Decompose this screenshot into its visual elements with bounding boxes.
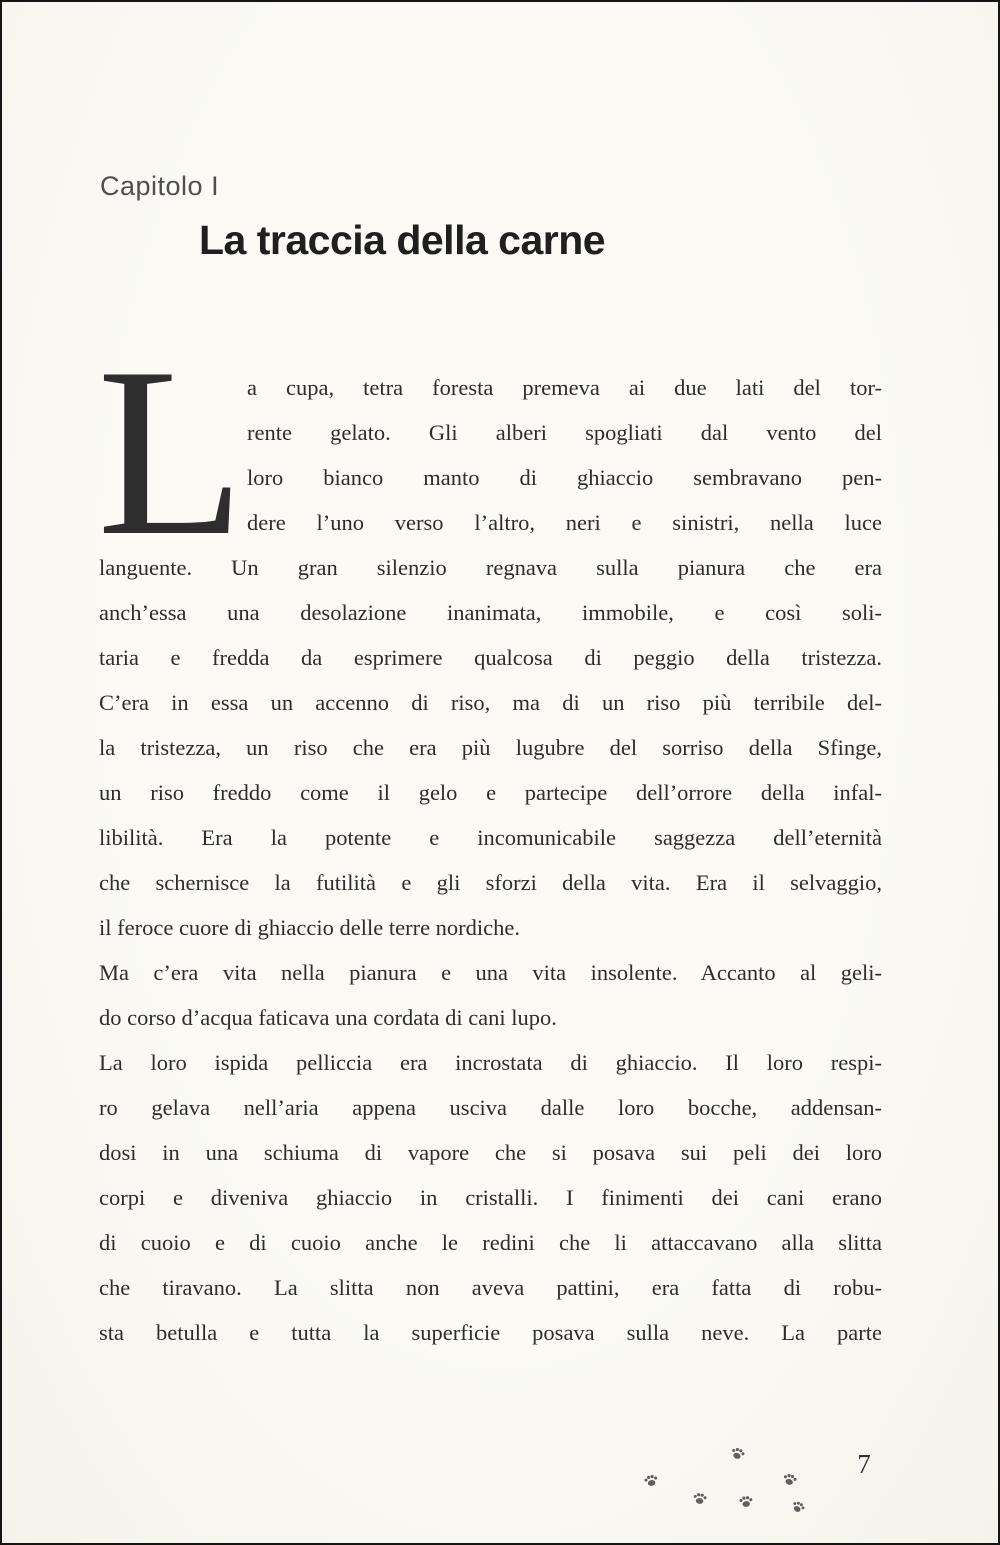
text-line: dere l’uno verso l’altro, neri e sinistri, nella luce — [247, 510, 882, 535]
drop-cap-spacer — [99, 365, 247, 545]
paw-print-icon — [788, 1496, 808, 1516]
paw-print-icon — [737, 1492, 754, 1509]
text-line: a cupa, tetra foresta premeva ai due lati del tor- — [247, 375, 882, 400]
text-line: anch’essa una desolazione inanimata, immobile, e così soli- — [99, 600, 882, 625]
paw-print-icon — [728, 1443, 749, 1464]
text-line: Ma c’era vita nella pianura e una vita insolente. Accanto al geli- — [99, 960, 882, 985]
text-line: La loro ispida pelliccia era incrostata di ghiaccio. Il loro respi- — [99, 1050, 882, 1075]
drop-cap-letter: L — [97, 318, 245, 586]
page-number: 7 — [857, 1449, 871, 1479]
text-line: ro gelava nell’aria appena usciva dalle loro bocche, addensan- — [99, 1095, 882, 1120]
text-line: di cuoio e di cuoio anche le redini che li attaccavano alla slitta — [99, 1230, 882, 1255]
text-line: libilità. Era la potente e incomunicabile saggezza dell’eternità — [99, 825, 882, 850]
text-line: rente gelato. Gli alberi spogliati dal vento del — [247, 420, 882, 445]
text-line: do corso d’acqua faticava una cordata di cani lupo. — [99, 1005, 557, 1030]
text-line: che tiravano. La slitta non aveva pattini, era fatta di robu- — [99, 1275, 882, 1300]
text-line: il feroce cuore di ghiaccio delle terre nordiche. — [99, 915, 521, 940]
chapter-label: Capitolo I — [100, 171, 220, 201]
text-line: loro bianco manto di ghiaccio sembravano pen- — [247, 465, 882, 490]
text-line: languente. Un gran silenzio regnava sulla pianura che era — [99, 555, 882, 580]
text-line: un riso freddo come il gelo e partecipe dell’orrore della infal- — [99, 780, 882, 805]
body-text — [97, 318, 882, 1355]
chapter-title: La traccia della carne — [199, 217, 606, 263]
paw-print-icon — [780, 1469, 800, 1489]
text-line: C’era in essa un accenno di riso, ma di un riso più terribile del- — [99, 690, 882, 715]
paw-print-icon — [691, 1489, 709, 1507]
text-line: taria e fredda da esprimere qualcosa di peggio della tristezza. — [99, 645, 882, 670]
text-line: sta betulla e tutta la superficie posava sulla neve. La parte — [99, 1320, 882, 1345]
text-line: corpi e diveniva ghiaccio in cristalli. I finimenti dei cani erano — [99, 1185, 882, 1210]
paw-print-icon — [642, 1471, 661, 1490]
text-line: che schernisce la futilità e gli sforzi della vita. Era il selvaggio, — [99, 870, 882, 895]
text-line: la tristezza, un riso che era più lugubre del sorriso della Sfinge, — [99, 735, 882, 760]
text-line: dosi in una schiuma di vapore che si posava sui peli dei loro — [99, 1140, 882, 1165]
